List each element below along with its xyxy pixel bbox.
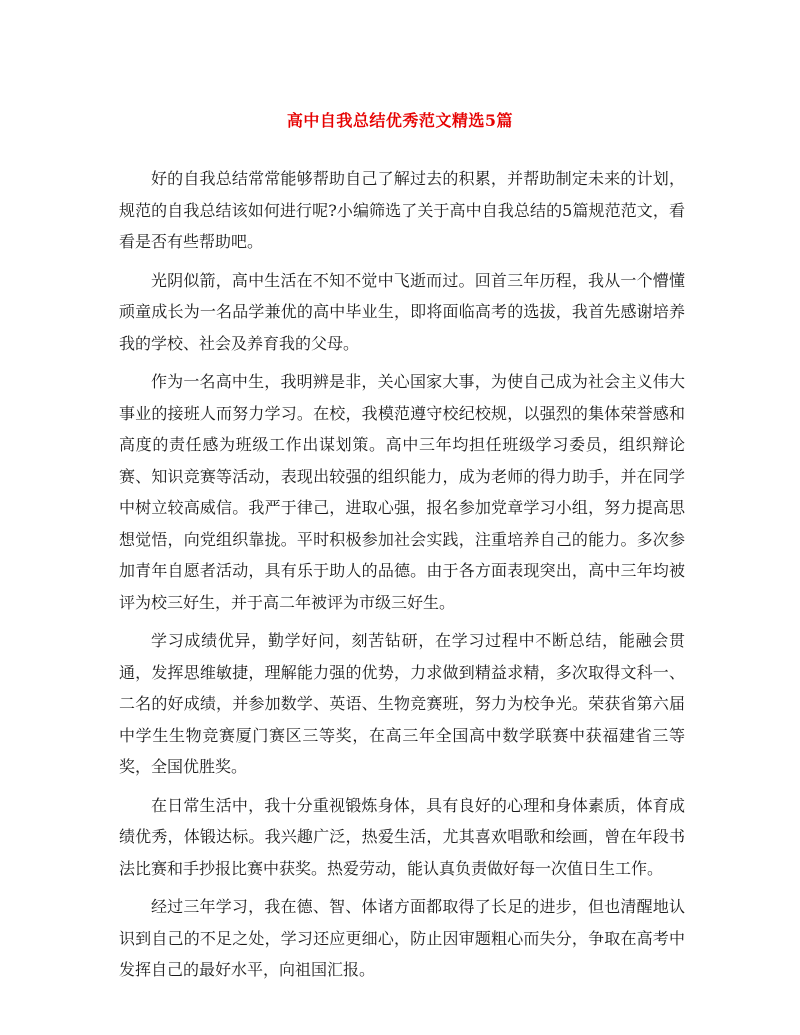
document-title: 高中自我总结优秀范文精选5篇	[286, 111, 514, 130]
paragraph-conclusion: 经过三年学习，我在德、智、体诸方面都取得了长足的进步，但也清醒地认识到自己的不足之处，学习还应更细心，防止因审题粗心而失分，争取在高考中发挥自己的最好水平，向祖国汇报。	[119, 897, 685, 979]
paragraph-conduct: 作为一名高中生，我明辨是非，关心国家大事，为使自己成为社会主义伟大事业的接班人而努力学习。在校，我模范遵守校纪校规，以强烈的集体荣誉感和高度的责任感为班级工作出谋划策。高中三年均担任班级学习委员，组织辩论赛、知识竞赛等活动，表现出较强的组织能力，成为老师的得力助手，并在同学中树立较高威信。我严于律己，进取心强，报名参加党章学习小组，努力提高思想觉悟，向党组织靠拢。平时积极参加社会实践，注重培养自己的能力。多次参加青年自愿者活动，具有乐于助人的品德。由于各方面表现突出，高中三年均被评为校三好生，并于高二年被评为市级三好生。	[119, 372, 685, 612]
paragraph-daily-life: 在日常生活中，我十分重视锻炼身体，具有良好的心理和身体素质，体育成绩优秀，体锻达标。我兴趣广泛，热爱生活，尤其喜欢唱歌和绘画，曾在年段书法比赛和手抄报比赛中获奖。热爱劳动，能认真负责做好每一次值日生工作。	[119, 795, 685, 878]
paragraph-gratitude: 光阴似箭，高中生活在不知不觉中飞逝而过。回首三年历程，我从一个懵懂顽童成长为一名品学兼优的高中毕业生，即将面临高考的选拔，我首先感谢培养我的学校、社会及养育我的父母。	[119, 270, 685, 353]
paragraph-academics: 学习成绩优异，勤学好问，刻苦钻研，在学习过程中不断总结，能融会贯通，发挥思维敏捷，理解能力强的优势，力求做到精益求精，多次取得文科一、二名的好成绩，并参加数学、英语、生物竞赛班，努力为校争光。荣获省第六届中学生生物竞赛厦门赛区三等奖，在高三年全国高中数学联赛中获福建省三等奖，全国优胜奖。	[119, 631, 685, 776]
paragraph-intro: 好的自我总结常常能够帮助自己了解过去的积累，并帮助制定未来的计划，规范的自我总结该如何进行呢?小编筛选了关于高中自我总结的5篇规范范文，看看是否有些帮助吧。	[119, 169, 685, 251]
document-body	[119, 163, 685, 993]
